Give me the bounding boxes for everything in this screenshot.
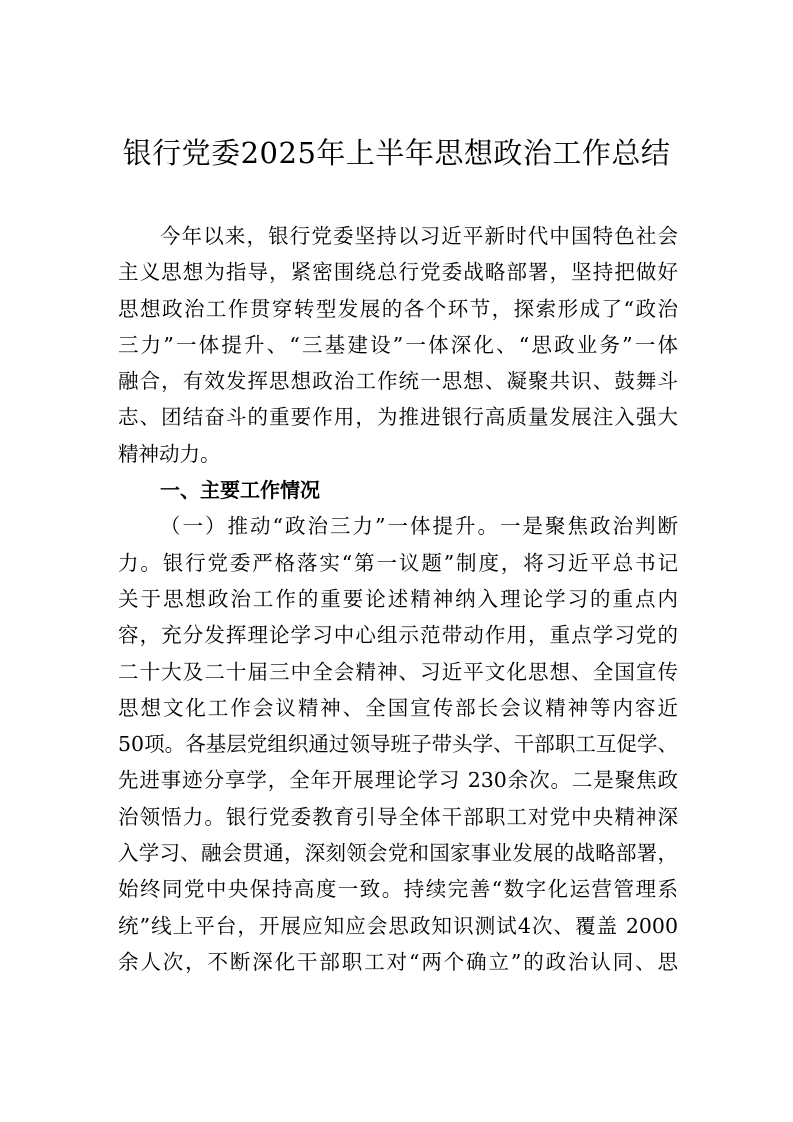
paragraph-section1 (118, 508, 678, 980)
text-line: 主义思想为指导，紧密围绕总行党委战略部署，坚持把做好 (118, 260, 678, 285)
text-line: 始终同党中央保持高度一致。持续完善“数字化运营管理系 (118, 877, 678, 902)
text-line: 容，充分发挥理论学习中心组示范带动作用，重点学习党的 (118, 623, 678, 648)
paragraph-intro (118, 218, 678, 472)
text-line: 二十大及二十届三中全会精神、习近平文化思想、全国宣传 (118, 659, 678, 684)
text-line: 融合，有效发挥思想政治工作统一思想、凝聚共识、鼓舞斗 (118, 369, 678, 394)
text-line: 治领悟力。银行党委教育引导全体干部职工对党中央精神深 (118, 804, 678, 829)
text-line: 入学习、融会贯通，深刻领会党和国家事业发展的战略部署， (118, 841, 678, 866)
text-line: 思想文化工作会议精神、全国宣传部长会议精神等内容近 (118, 695, 678, 720)
text-line: 精神动力。 (118, 441, 221, 466)
text-line: 志、团结奋斗的重要作用，为推进银行高质量发展注入强大 (118, 405, 678, 430)
document-body (118, 218, 678, 980)
text-line: 余人次，不断深化干部职工对“两个确立”的政治认同、思 (118, 949, 678, 974)
document-title: 银行党委2025年上半年思想政治工作总结 (122, 136, 671, 170)
text-line: 三力”一体提升、“三基建设”一体深化、“思政业务”一体 (118, 332, 678, 357)
text-line: 今年以来，银行党委坚持以习近平新时代中国特色社会 (160, 224, 678, 248)
section-heading: 一、主要工作情况 (160, 478, 320, 503)
text-line: 统”线上平台，开展应知应会思政知识测试4次、覆盖 2000 (118, 913, 678, 938)
text-line: （一）推动“政治三力”一体提升。一是聚焦政治判断 (160, 514, 678, 539)
text-line: 50项。各基层党组织通过领导班子带头学、干部职工互促学、 (118, 732, 678, 757)
text-line: 先进事迹分享学，全年开展理论学习 230余次。二是聚焦政 (118, 768, 678, 793)
text-line: 关于思想政治工作的重要论述精神纳入理论学习的重点内 (118, 586, 678, 611)
text-line: 思想政治工作贯穿转型发展的各个环节，探索形成了“政治 (118, 296, 678, 321)
text-line: 力。银行党委严格落实“第一议题”制度，将习近平总书记 (118, 550, 678, 575)
